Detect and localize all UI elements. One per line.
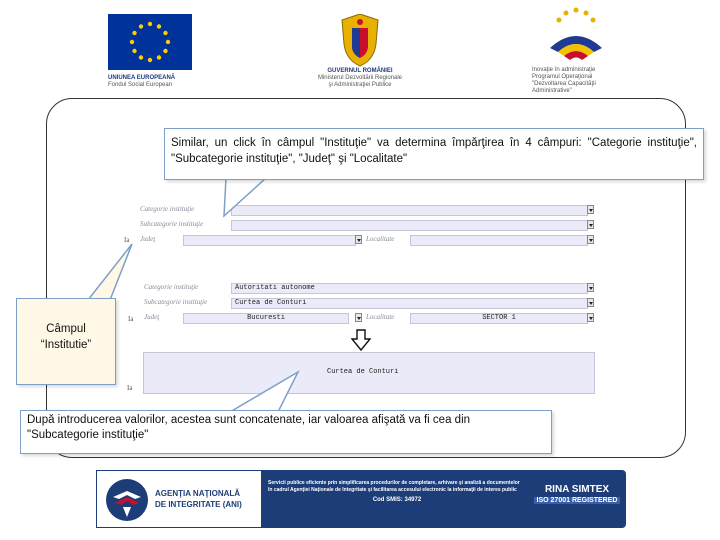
rina-name: RINA SIMTEX xyxy=(544,484,610,495)
po-dca-line4: Administrative" xyxy=(532,88,572,94)
subcategory-select[interactable]: Curtea de Conturi xyxy=(231,298,588,309)
county-label: Judeţ xyxy=(140,235,156,243)
ministry-name-1: Ministerul Dezvoltării Regionale xyxy=(317,75,403,81)
ani-logo-panel xyxy=(96,470,262,528)
eu-name: UNIUNEA EUROPEANĂ xyxy=(108,75,176,81)
callout-left xyxy=(16,298,116,385)
ia-label: Ia xyxy=(124,236,130,244)
subcategory-label: Subcategorie instituţie xyxy=(140,220,204,228)
callout-bottom-pointer xyxy=(224,370,304,414)
ministry-name-2: şi Administraţiei Publice xyxy=(328,82,392,88)
project-description-line2: în cadrul Agenţiei Naţionale de Integritate şi facilitarea accesului electronic la informaţii de interes public xyxy=(268,486,517,493)
category-dropdown-arrow-icon[interactable] xyxy=(587,205,594,214)
ia-label: Ia xyxy=(127,384,133,392)
locality-dropdown-arrow-icon[interactable] xyxy=(587,235,594,244)
arrow-down-icon xyxy=(351,329,371,351)
smis-code: Cod SMIS: 34972 xyxy=(372,497,422,503)
subcategory-dropdown-arrow-icon[interactable] xyxy=(587,220,594,229)
callout-top-text: Similar, un click în câmpul "Instituţie" va determina împărţirea în 4 câmpuri: "Categorie instituţie", "Subcategorie instituţie", "Judeţ" şi "Localitate" xyxy=(171,137,697,165)
po-dca-line2: Programul Operaţional xyxy=(532,74,593,80)
county-label: Judeţ xyxy=(144,313,160,321)
locality-label: Localitate xyxy=(366,313,395,321)
callout-left-line1: Câmpul xyxy=(46,323,86,335)
eu-fund: Fondul Social European xyxy=(108,82,173,88)
coat-of-arms-icon xyxy=(340,14,380,68)
subcategory-dropdown-arrow-icon[interactable] xyxy=(587,298,594,307)
government-logo xyxy=(312,14,408,98)
callout-left-line2: “Institutie” xyxy=(40,339,92,351)
project-banner xyxy=(96,470,626,528)
ani-name-line2: DE INTEGRITATE (ANI) xyxy=(155,500,242,509)
po-dca-line1: Inovaţie în administraţie xyxy=(532,67,596,73)
institution-result-field[interactable] xyxy=(143,352,595,394)
county-dropdown-arrow-icon[interactable] xyxy=(355,313,362,322)
ani-name-line1: AGENŢIA NAŢIONALĂ xyxy=(155,489,241,498)
category-select[interactable]: Autoritati autonome xyxy=(231,283,588,294)
po-dca-emblem-icon xyxy=(544,4,608,62)
locality-label: Localitate xyxy=(366,235,395,243)
callout-top xyxy=(164,128,704,180)
ia-label: Ia xyxy=(128,315,134,323)
callout-left-pointer xyxy=(66,208,134,302)
county-select[interactable]: Bucuresti xyxy=(183,313,349,324)
institution-result-value: Curtea de Conturi xyxy=(327,368,399,376)
callout-bottom: După introducerea valorilor, acestea sunt concatenate, iar valoarea afişată va fi cea din "Subcategorie instituţie" xyxy=(20,410,552,454)
eu-logo xyxy=(108,14,192,94)
category-label: Categorie instituţie xyxy=(144,283,199,291)
po-dca-line3: "Dezvoltarea Capacităţii xyxy=(532,81,596,87)
locality-dropdown-arrow-icon[interactable] xyxy=(587,313,594,322)
county-select[interactable] xyxy=(183,235,356,246)
category-select[interactable] xyxy=(231,205,588,216)
category-dropdown-arrow-icon[interactable] xyxy=(587,283,594,292)
project-description-line1: Servicii publice eficiente prin simplificarea procedurilor de completare, arhivare şi analiză a documentelor xyxy=(268,480,520,486)
rina-logo xyxy=(534,484,620,514)
project-description xyxy=(268,480,526,504)
locality-select[interactable] xyxy=(410,235,588,246)
eu-flag-icon xyxy=(108,14,192,70)
category-label: Categorie instituţie xyxy=(140,205,195,213)
ani-eagle-icon xyxy=(105,477,149,523)
subcategory-label: Subcategorie instituţie xyxy=(144,298,208,306)
po-dca-logo xyxy=(532,4,628,104)
rina-iso: ISO 27001 REGISTERED xyxy=(534,497,620,504)
county-dropdown-arrow-icon[interactable] xyxy=(355,235,362,244)
subcategory-select[interactable] xyxy=(231,220,588,231)
government-name: GUVERNUL ROMÂNIEI xyxy=(327,68,393,74)
callout-top-pointer xyxy=(212,178,282,218)
locality-select[interactable]: SECTOR 1 xyxy=(410,313,588,324)
